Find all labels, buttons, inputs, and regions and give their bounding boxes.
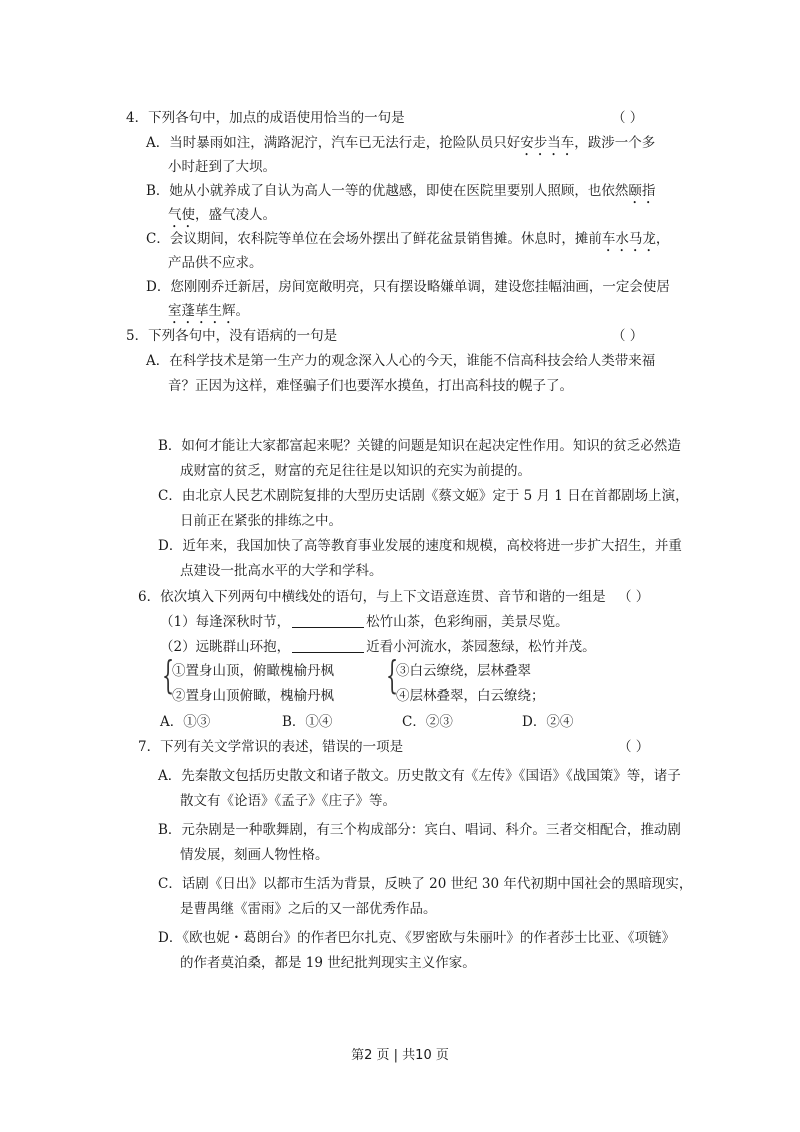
- q7-option-b: B．元杂剧是一种歌舞剧，有三个构成部分：宾白、唱词、科介。三者交相配合，推动剧: [158, 822, 681, 838]
- q7-option-a-cont: 散文有《论语》《孟子》《庄子》等。: [180, 793, 396, 809]
- dotted-idiom: 颐指: [628, 183, 656, 199]
- q4-option-b: B．她从小就养成了自认为高人一等的优越感，即使在医院里要别人照顾，也依然颐指: [146, 183, 656, 199]
- q7-answer-paren: （ ）: [618, 739, 650, 755]
- q5-option-c-cont: 日前正在紧张的排练之中。: [180, 513, 342, 529]
- q4-option-c-cont: 产品供不应求。: [168, 255, 263, 271]
- q6-option-4: ④层林叠翠，白云缭绕；: [396, 688, 545, 704]
- q5-option-a-cont: 音？正因为这样，难怪骗子们也要浑水摸鱼，打出高科技的幌子了。: [168, 378, 573, 394]
- q7-option-a: A．先秦散文包括历史散文和诸子散文。历史散文有《左传》《国语》《战国策》等，诸子: [158, 768, 681, 784]
- q6-sentence-2: （2）远眺群山环抱， 近看小河流水，茶园葱绿，松竹并茂。: [160, 639, 596, 655]
- q4-answer-paren: （ ）: [612, 110, 644, 126]
- q6-answer-paren: （ ）: [618, 589, 650, 605]
- q4-option-d: D．您刚刚乔迁新居，房间宽敞明亮，只有摆设略嫌单调，建设您挂幅油画，一定会使居: [146, 279, 670, 295]
- q5-option-d-cont: 点建设一批高水平的大学和学科。: [180, 563, 383, 579]
- q7-option-b-cont: 情发展，刻画人物性格。: [180, 847, 329, 863]
- q5-stem: 5．下列各句中，没有语病的一句是: [126, 328, 338, 344]
- q7-option-d: D．《欧也妮・葛朗台》的作者巴尔扎克、《罗密欧与朱丽叶》的作者莎士比亚、《项链》: [158, 930, 676, 946]
- page-number-footer: 第2 页 | 共10 页: [351, 1048, 449, 1063]
- q7-option-c: C．话剧《日出》以都市生活为背景，反映了 20 世纪 30 年代初期中国社会的黑暗现实，: [158, 876, 693, 892]
- q5-option-d: D．近年来，我国加快了高等教育事业发展的速度和规模，高校将进一步扩大招生，并重: [158, 538, 682, 554]
- q4-stem: 4．下列各句中，加点的成语使用恰当的一句是: [126, 110, 405, 126]
- q5-option-a: A．在科学技术是第一生产力的观念深入人心的今天，谁能不信高科技会给人类带来福: [146, 353, 656, 369]
- q4-option-a: A．当时暴雨如注，满路泥泞，汽车已无法行走，抢险队员只好安步当车，跋涉一个多: [146, 135, 656, 151]
- q6-choice-c: C．②③: [402, 714, 453, 730]
- q4-option-d-cont: 室蓬荜生辉。: [168, 303, 249, 319]
- dotted-idiom: 气使: [168, 207, 195, 223]
- q6-choice-a: A．①③: [160, 714, 211, 730]
- q6-sentence-1: （1）每逢深秋时节， 松竹山茶，色彩绚丽，美景尽览。: [160, 614, 569, 630]
- q5-option-b-cont: 成财富的贫乏，财富的充足往往是以知识的充实为前提的。: [180, 463, 531, 479]
- left-brace-icon: {: [386, 653, 399, 697]
- q6-choice-d: D．②④: [522, 714, 574, 730]
- q5-answer-paren: （ ）: [612, 328, 644, 344]
- dotted-idiom: 室蓬荜生辉: [168, 303, 236, 319]
- q7-stem: 7．下列有关文学常识的表述，错误的一项是: [138, 739, 404, 755]
- q4-option-b-cont: 气使，盛气凌人。: [168, 207, 276, 223]
- q5-option-b: B．如何才能让大家都富起来呢？关键的问题是知识在起决定性作用。知识的贫乏必然造: [158, 438, 681, 454]
- left-brace-icon: {: [162, 653, 175, 697]
- q5-option-c: C．由北京人民艺术剧院复排的大型历史话剧《蔡文姬》定于 5 月 1 日在首都剧场上演，: [158, 488, 689, 504]
- q6-stem: 6．依次填入下列两句中横线处的语句，与上下文语意连贯、音节和谐的一组是: [138, 589, 606, 605]
- q4-option-c: C．会议期间，农科院等单位在会场外摆出了鲜花盆景销售摊。休息时，摊前车水马龙，: [146, 231, 670, 247]
- q6-option-2: ②置身山顶俯瞰，槐榆丹枫: [172, 688, 334, 704]
- q6-option-1: ①置身山顶，俯瞰槐榆丹枫: [172, 663, 334, 679]
- dotted-idiom: 车水马龙: [601, 231, 656, 247]
- fill-blank: [292, 638, 364, 653]
- dotted-idiom: 安步当车: [520, 135, 575, 151]
- q6-choice-b: B．①④: [282, 714, 333, 730]
- fill-blank: [292, 613, 364, 628]
- q4-option-a-cont: 小时赶到了大坝。: [168, 159, 276, 175]
- q7-option-c-cont: 是曹禺继《雷雨》之后的又一部优秀作品。: [180, 901, 437, 917]
- q7-option-d-cont: 的作者莫泊桑，都是 19 世纪批判现实主义作家。: [180, 955, 476, 971]
- q6-option-3: ③白云缭绕，层林叠翠: [396, 663, 531, 679]
